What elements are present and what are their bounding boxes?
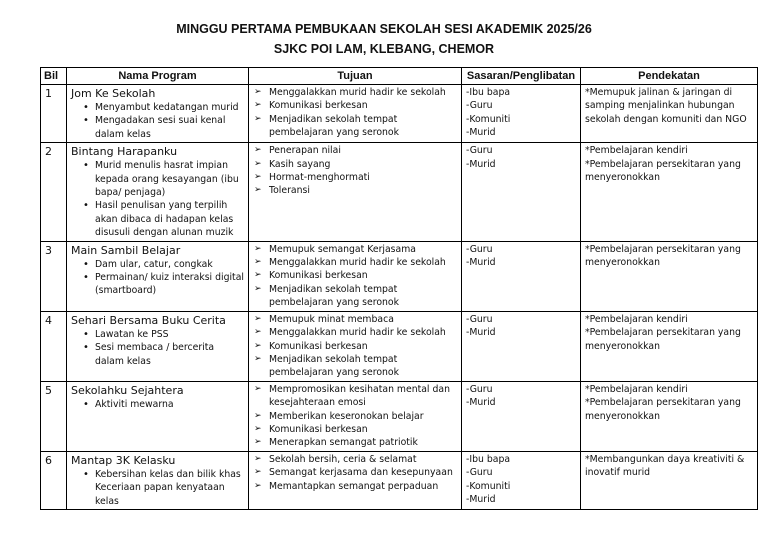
tujuan-item: ➢ Hormat-menghormati [269,171,457,184]
tujuan-item: ➢ Komunikasi berkesan [269,269,457,282]
school-name: SJKC POI LAM, KLEBANG, CHEMOR [273,42,495,56]
pendekatan-item: *Pembelajaran persekitaran yang menyeronokkan [585,243,741,269]
tujuan-cell [249,311,462,381]
tujuan-item: ➢ Komunikasi berkesan [269,99,457,112]
tujuan-item: ➢ Menggalakkan murid hadir ke sekolah [269,326,457,339]
program-cell [67,311,249,381]
program-detail-item: • Aktiviti mewarna [95,398,244,411]
tujuan-list [253,313,457,380]
pendekatan-item: *Memupuk jalinan & jaringan di samping menjalinkan hubungan sekolah dengan komuniti dan NGO [585,87,747,125]
tujuan-item: ➢ Menjadikan sekolah tempat pembelajaran yang seronok [269,353,457,380]
program-detail-item: • Sesi membaca / bercerita dalam kelas [95,341,244,368]
header-sasaran: Sasaran/Penglibatan [462,68,581,85]
program-cell [67,381,249,451]
tujuan-cell [249,143,462,241]
row-number: 3 [41,241,67,311]
sasaran-cell [462,311,581,381]
tujuan-item: ➢ Memantapkan semangat perpaduan [269,480,457,493]
tujuan-list [253,86,457,140]
sasaran-item: -Guru [466,383,493,395]
program-cell [67,143,249,241]
header-bil: Bil [41,68,67,85]
program-name: Bintang Harapanku [71,145,178,159]
sasaran-item: -Murid [466,397,496,409]
table-row [41,85,758,143]
row-number: 6 [41,451,67,509]
sasaran-cell [462,381,581,451]
tujuan-item: ➢ Toleransi [269,184,457,197]
tujuan-item: ➢ Semangat kerjasama dan kesepunyaan [269,466,457,479]
sasaran-item: -Murid [466,127,496,139]
tujuan-list [253,383,457,450]
sasaran-item: -Komuniti [466,480,511,492]
tujuan-list [253,144,457,198]
sasaran-item: -Murid [466,327,496,339]
pendekatan-cell [581,85,758,143]
program-detail-item: • Dam ular, catur, congkak [95,258,244,271]
program-details [71,328,244,368]
pendekatan-item: *Pembelajaran persekitaran yang menyeronokkan [585,158,741,184]
pendekatan-item: *Pembelajaran persekitaran yang menyeronokkan [585,397,741,422]
program-name: Sehari Bersama Buku Cerita [71,313,226,327]
sasaran-item: -Komuniti [466,113,511,125]
program-name: Jom Ke Sekolah [71,87,156,100]
program-name: Main Sambil Belajar [71,243,181,257]
table-row [41,381,758,451]
pendekatan-cell [581,241,758,311]
tujuan-list [253,453,457,493]
tujuan-item: ➢ Komunikasi berkesan [269,423,457,436]
sasaran-cell [462,143,581,241]
pendekatan-item: *Pembelajaran persekitaran yang menyeronokkan [585,327,741,352]
program-details [71,398,244,411]
table-row [41,143,758,241]
table-row [41,451,758,509]
pendekatan-cell [581,143,758,241]
program-name: Sekolahku Sejahtera [71,383,184,397]
sasaran-cell [462,241,581,311]
tujuan-item: ➢ Penerapan nilai [269,144,457,157]
tujuan-item: ➢ Mempromosikan kesihatan mental dan kesejahteraan emosi [269,383,457,410]
row-number: 5 [41,381,67,451]
row-number: 1 [41,85,67,143]
sasaran-cell [462,85,581,143]
sasaran-item: -Guru [466,313,493,325]
sasaran-item: -Murid [466,493,496,505]
program-detail-item: • Kebersihan kelas dan bilik khas Keceriaan papan kenyataan kelas [95,468,244,508]
sasaran-item: -Ibu bapa [466,87,511,98]
program-detail-item: • Murid menulis hasrat impian kepada orang kesayangan (ibu bapa/ penjaga) [95,159,244,199]
row-number: 4 [41,311,67,381]
tujuan-item: ➢ Kasih sayang [269,158,457,171]
program-name: Mantap 3K Kelasku [71,453,176,467]
program-detail-item: • Lawatan ke PSS [95,328,244,341]
pendekatan-cell [581,311,758,381]
tujuan-list [253,243,457,310]
program-cell [67,241,249,311]
sasaran-cell [462,451,581,509]
document-title: MINGGU PERTAMA PEMBUKAAN SEKOLAH SESI AKADEMIK 2025/26 [176,22,592,36]
pendekatan-item: *Membangunkan daya kreativiti & inovatif murid [585,453,745,479]
pendekatan-cell [581,451,758,509]
tujuan-item: ➢ Sekolah bersih, ceria & selamat [269,453,457,466]
program-details [71,159,244,239]
header-tujuan: Tujuan [249,68,462,85]
sasaran-item: -Guru [466,100,493,112]
pendekatan-cell [581,381,758,451]
header-nama-program: Nama Program [67,68,249,85]
tujuan-cell [249,85,462,143]
sasaran-item: -Ibu bapa [466,453,511,465]
sasaran-item: -Guru [466,145,493,157]
tujuan-item: ➢ Memupuk semangat Kerjasama [269,243,457,256]
pendekatan-item: *Pembelajaran kendiri [585,313,688,325]
table-row [41,311,758,381]
program-cell [67,85,249,143]
sasaran-item: -Murid [466,257,496,269]
tujuan-item: ➢ Menggalakkan murid hadir ke sekolah [269,86,457,99]
tujuan-item: ➢ Memberikan keseronokan belajar [269,410,457,423]
sasaran-item: -Murid [466,158,496,170]
sasaran-item: -Guru [466,243,493,255]
table-body [41,85,758,510]
tujuan-item: ➢ Komunikasi berkesan [269,340,457,353]
tujuan-item: ➢ Menjadikan sekolah tempat pembelajaran yang seronok [269,113,457,140]
pendekatan-item: *Pembelajaran kendiri [585,145,688,157]
sasaran-item: -Guru [466,467,493,479]
table-header-row [41,68,758,85]
program-table [40,67,758,510]
header-pendekatan: Pendekatan [581,68,758,85]
tujuan-item: ➢ Menjadikan sekolah tempat pembelajaran yang seronok [269,283,457,310]
program-detail-item: • Mengadakan sesi suai kenal dalam kelas [95,114,244,141]
table-row [41,241,758,311]
tujuan-item: ➢ Menerapkan semangat patriotik [269,436,457,449]
program-details [71,468,244,508]
program-details [71,101,244,141]
program-details [71,258,244,298]
tujuan-cell [249,241,462,311]
row-number: 2 [41,143,67,241]
program-detail-item: • Menyambut kedatangan murid [95,101,244,114]
program-detail-item: • Hasil penulisan yang terpilih akan dibaca di hadapan kelas disusuli dengan alunan muzik [95,199,244,239]
tujuan-cell [249,381,462,451]
program-detail-item: • Permainan/ kuiz interaksi digital (smartboard) [95,271,244,298]
tujuan-cell [249,451,462,509]
program-cell [67,451,249,509]
tujuan-item: ➢ Menggalakkan murid hadir ke sekolah [269,256,457,269]
pendekatan-item: *Pembelajaran kendiri [585,383,688,395]
tujuan-item: ➢ Memupuk minat membaca [269,313,457,326]
